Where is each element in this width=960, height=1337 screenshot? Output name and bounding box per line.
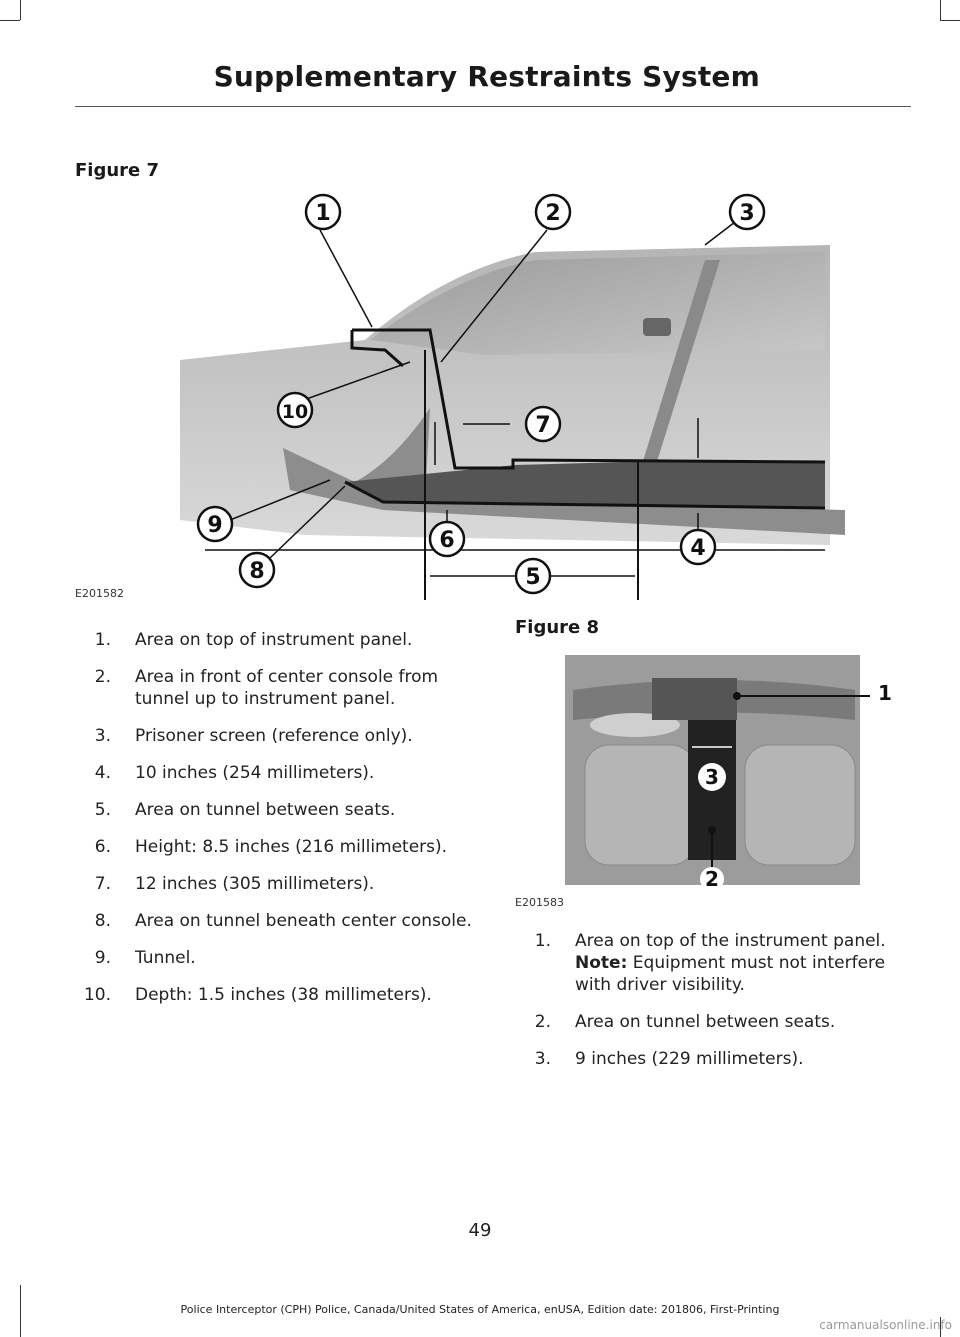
figure8-id: E201583 (515, 896, 564, 909)
figure7-legend-list (75, 629, 475, 1021)
car-glass (370, 252, 825, 355)
page-footer: Police Interceptor (CPH) Police, Canada/United States of America, enUSA, Edition date: 201806, First-Printing (180, 1303, 780, 1316)
mirror (643, 318, 671, 336)
figure7-id: E201582 (75, 587, 124, 600)
list-item: 4. 10 inches (254 millimeters). (94, 763, 375, 783)
watermark: carmanualsonline.info (819, 1318, 952, 1332)
figure8-legend-list (515, 930, 895, 1085)
list-item: 9. Tunnel. (94, 948, 196, 968)
list-item: 1. Area on top of the instrument panel. Note: Equipment must not interfere with driver visibility. (534, 931, 886, 995)
note-label: Note: (575, 953, 628, 973)
crop-mark-top-right-h (940, 20, 960, 21)
page-header-title: Supplementary Restraints System (213, 60, 760, 93)
crop-mark-top-right (940, 0, 941, 20)
figure8-illustration (515, 650, 915, 890)
callout-5-label: 5 (525, 565, 541, 590)
seat-right (745, 745, 855, 865)
crop-mark-top-left-h (0, 20, 20, 21)
callout-10-label: 10 (281, 401, 309, 423)
figure8-caption: Figure 8 (515, 617, 600, 638)
callout-2-label: 2 (545, 201, 561, 226)
seat-left (585, 745, 695, 865)
header-divider (75, 106, 911, 107)
crop-mark-top-left (20, 0, 21, 20)
fig8-callout-2: 2 (705, 867, 719, 890)
fig8-callout-1: 1 (878, 681, 892, 705)
callout-4-label: 4 (690, 536, 706, 561)
figure7-caption: Figure 7 (75, 160, 160, 181)
callout-3-label: 3 (739, 201, 755, 226)
fig8-callout-3: 3 (705, 765, 719, 789)
list-item: 2. Area in front of center console from tunnel up to instrument panel. (94, 667, 439, 709)
callout-1-label: 1 (315, 201, 331, 226)
figure7-illustration (65, 190, 845, 600)
list-item: 5. Area on tunnel between seats. (94, 800, 396, 820)
callout-6-label: 6 (439, 528, 455, 553)
list-item: 3. Prisoner screen (reference only). (94, 726, 413, 746)
list-item: 3. 9 inches (229 millimeters). (534, 1049, 804, 1069)
panel-top-area (652, 678, 737, 720)
list-item: 7. 12 inches (305 millimeters). (94, 874, 375, 894)
list-item: 10. Depth: 1.5 inches (38 millimeters). (83, 985, 432, 1005)
callout-9-label: 9 (207, 513, 223, 538)
list-item: 2. Area on tunnel between seats. (534, 1012, 836, 1032)
list-item: 6. Height: 8.5 inches (216 millimeters). (94, 837, 448, 857)
callout-7-label: 7 (535, 413, 551, 438)
page-number: 49 (468, 1220, 492, 1241)
list-item: 1. Area on top of instrument panel. (94, 630, 413, 650)
callout-8-label: 8 (249, 559, 265, 584)
list-item: 8. Area on tunnel beneath center console. (94, 911, 472, 931)
